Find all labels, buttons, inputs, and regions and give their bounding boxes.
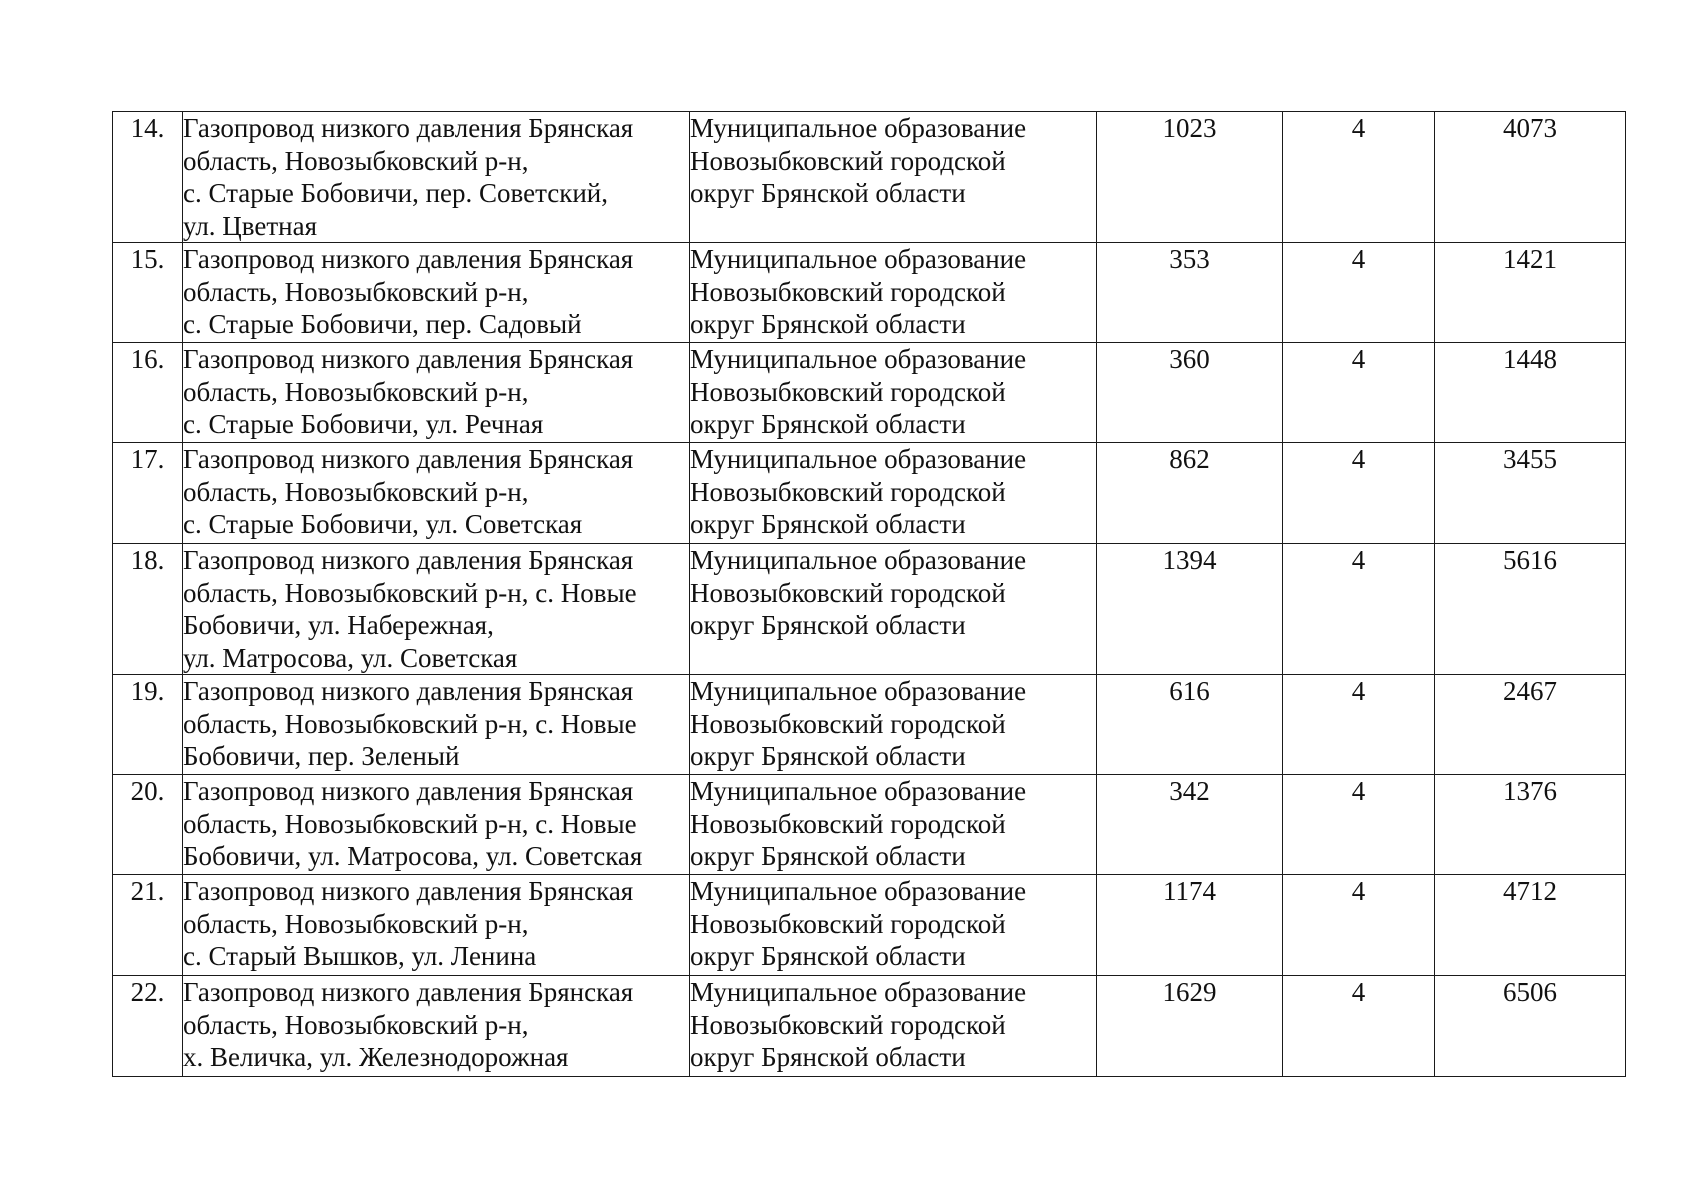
- pipeline-name-line: х. Величка, ул. Железнодорожная: [183, 1042, 569, 1072]
- pipeline-name-line: Газопровод низкого давления Брянская: [183, 344, 634, 374]
- owner-line: Новозыбковский городской: [690, 708, 1006, 739]
- owner-line: Муниципальное образование: [690, 244, 1027, 274]
- owner: [690, 343, 1097, 443]
- owner-line: Новозыбковский городской: [690, 808, 1006, 839]
- total-value: 4712: [1435, 875, 1626, 976]
- owner-line: Новозыбковский городской: [690, 908, 1006, 939]
- pipeline-name-line: Бобовичи, ул. Матросова, ул. Советская: [183, 841, 643, 871]
- table-row: [113, 875, 1626, 976]
- owner-line: округ Брянской области: [690, 610, 966, 640]
- pipeline-name-line: ул. Матросова, ул. Советская: [183, 642, 518, 673]
- count-value: 4: [1283, 443, 1435, 544]
- pipeline-name: [183, 443, 690, 544]
- pipeline-name-line: Газопровод низкого давления Брянская: [183, 545, 634, 575]
- pipeline-name: [183, 544, 690, 675]
- pipeline-name-line: область, Новозыбковский р-н, с. Новые: [183, 808, 637, 839]
- row-number: 14.: [113, 112, 183, 243]
- owner: [690, 675, 1097, 775]
- pipeline-name-line: с. Старые Бобовичи, ул. Речная: [183, 409, 544, 439]
- pipeline-name-line: область, Новозыбковский р-н,: [183, 476, 529, 507]
- row-number: 22.: [113, 976, 183, 1077]
- owner: [690, 775, 1097, 875]
- pipeline-name-line: Газопровод низкого давления Брянская: [183, 977, 634, 1007]
- owner: [690, 112, 1097, 243]
- count-value: 4: [1283, 243, 1435, 343]
- table-row: [113, 443, 1626, 544]
- table-row: [113, 775, 1626, 875]
- row-number: 19.: [113, 675, 183, 775]
- pipeline-name-line: Газопровод низкого давления Брянская: [183, 113, 634, 143]
- pipeline-name-line: область, Новозыбковский р-н,: [183, 276, 529, 307]
- table-row: [113, 243, 1626, 343]
- pipeline-name: [183, 775, 690, 875]
- owner: [690, 875, 1097, 976]
- count-value: 4: [1283, 343, 1435, 443]
- owner-line: округ Брянской области: [690, 1042, 966, 1072]
- owner-line: Муниципальное образование: [690, 876, 1027, 906]
- total-value: 1421: [1435, 243, 1626, 343]
- owner-line: Муниципальное образование: [690, 344, 1027, 374]
- length-value: 1394: [1097, 544, 1283, 675]
- count-value: 4: [1283, 976, 1435, 1077]
- length-value: 862: [1097, 443, 1283, 544]
- owner: [690, 243, 1097, 343]
- owner-line: Новозыбковский городской: [690, 145, 1006, 176]
- table-row: [113, 343, 1626, 443]
- total-value: 3455: [1435, 443, 1626, 544]
- total-value: 1376: [1435, 775, 1626, 875]
- owner: [690, 443, 1097, 544]
- length-value: 353: [1097, 243, 1283, 343]
- owner-line: Новозыбковский городской: [690, 1009, 1006, 1040]
- pipeline-name-line: Бобовичи, ул. Набережная,: [183, 610, 494, 640]
- pipeline-name-line: область, Новозыбковский р-н, с. Новые: [183, 577, 637, 608]
- pipeline-name-line: с. Старые Бобовичи, пер. Садовый: [183, 309, 582, 339]
- pipeline-name-line: Газопровод низкого давления Брянская: [183, 444, 634, 474]
- row-number: 16.: [113, 343, 183, 443]
- owner-line: Муниципальное образование: [690, 977, 1027, 1007]
- pipeline-name-line: Газопровод низкого давления Брянская: [183, 244, 634, 274]
- pipeline-name-line: Газопровод низкого давления Брянская: [183, 876, 634, 906]
- table-row: [113, 544, 1626, 675]
- total-value: 2467: [1435, 675, 1626, 775]
- count-value: 4: [1283, 112, 1435, 243]
- owner: [690, 544, 1097, 675]
- pipeline-name-line: область, Новозыбковский р-н,: [183, 1009, 529, 1040]
- table-row: [113, 675, 1626, 775]
- total-value: 5616: [1435, 544, 1626, 675]
- owner-line: Новозыбковский городской: [690, 276, 1006, 307]
- length-value: 342: [1097, 775, 1283, 875]
- owner-line: Новозыбковский городской: [690, 476, 1006, 507]
- length-value: 616: [1097, 675, 1283, 775]
- owner-line: округ Брянской области: [690, 178, 966, 208]
- count-value: 4: [1283, 775, 1435, 875]
- pipeline-name-line: с. Старые Бобовичи, ул. Советская: [183, 509, 583, 539]
- gas-pipeline-table: [112, 111, 1626, 1077]
- length-value: 1023: [1097, 112, 1283, 243]
- pipeline-name: [183, 976, 690, 1077]
- count-value: 4: [1283, 875, 1435, 976]
- total-value: 6506: [1435, 976, 1626, 1077]
- count-value: 4: [1283, 544, 1435, 675]
- length-value: 1174: [1097, 875, 1283, 976]
- pipeline-name: [183, 243, 690, 343]
- owner-line: округ Брянской области: [690, 941, 966, 971]
- owner-line: Муниципальное образование: [690, 676, 1027, 706]
- row-number: 21.: [113, 875, 183, 976]
- owner-line: округ Брянской области: [690, 309, 966, 339]
- pipeline-name-line: область, Новозыбковский р-н,: [183, 145, 529, 176]
- row-number: 18.: [113, 544, 183, 675]
- owner-line: Муниципальное образование: [690, 113, 1027, 143]
- length-value: 360: [1097, 343, 1283, 443]
- owner-line: Новозыбковский городской: [690, 376, 1006, 407]
- row-number: 20.: [113, 775, 183, 875]
- pipeline-name: [183, 875, 690, 976]
- owner-line: округ Брянской области: [690, 841, 966, 871]
- length-value: 1629: [1097, 976, 1283, 1077]
- pipeline-name: [183, 112, 690, 243]
- pipeline-name-line: с. Старый Вышков, ул. Ленина: [183, 941, 537, 971]
- table-row: [113, 112, 1626, 243]
- owner-line: округ Брянской области: [690, 409, 966, 439]
- row-number: 15.: [113, 243, 183, 343]
- pipeline-name-line: область, Новозыбковский р-н,: [183, 376, 529, 407]
- owner-line: округ Брянской области: [690, 741, 966, 771]
- count-value: 4: [1283, 675, 1435, 775]
- total-value: 4073: [1435, 112, 1626, 243]
- pipeline-name-line: Бобовичи, пер. Зеленый: [183, 741, 460, 771]
- pipeline-name: [183, 343, 690, 443]
- owner-line: Муниципальное образование: [690, 776, 1027, 806]
- owner-line: Муниципальное образование: [690, 545, 1027, 575]
- pipeline-name-line: с. Старые Бобовичи, пер. Советский,: [183, 178, 608, 208]
- pipeline-name-line: ул. Цветная: [183, 210, 318, 241]
- pipeline-name: [183, 675, 690, 775]
- owner-line: Новозыбковский городской: [690, 577, 1006, 608]
- owner-line: округ Брянской области: [690, 509, 966, 539]
- pipeline-name-line: Газопровод низкого давления Брянская: [183, 776, 634, 806]
- owner: [690, 976, 1097, 1077]
- pipeline-name-line: область, Новозыбковский р-н,: [183, 908, 529, 939]
- row-number: 17.: [113, 443, 183, 544]
- table-row: [113, 976, 1626, 1077]
- pipeline-name-line: Газопровод низкого давления Брянская: [183, 676, 634, 706]
- owner-line: Муниципальное образование: [690, 444, 1027, 474]
- total-value: 1448: [1435, 343, 1626, 443]
- pipeline-name-line: область, Новозыбковский р-н, с. Новые: [183, 708, 637, 739]
